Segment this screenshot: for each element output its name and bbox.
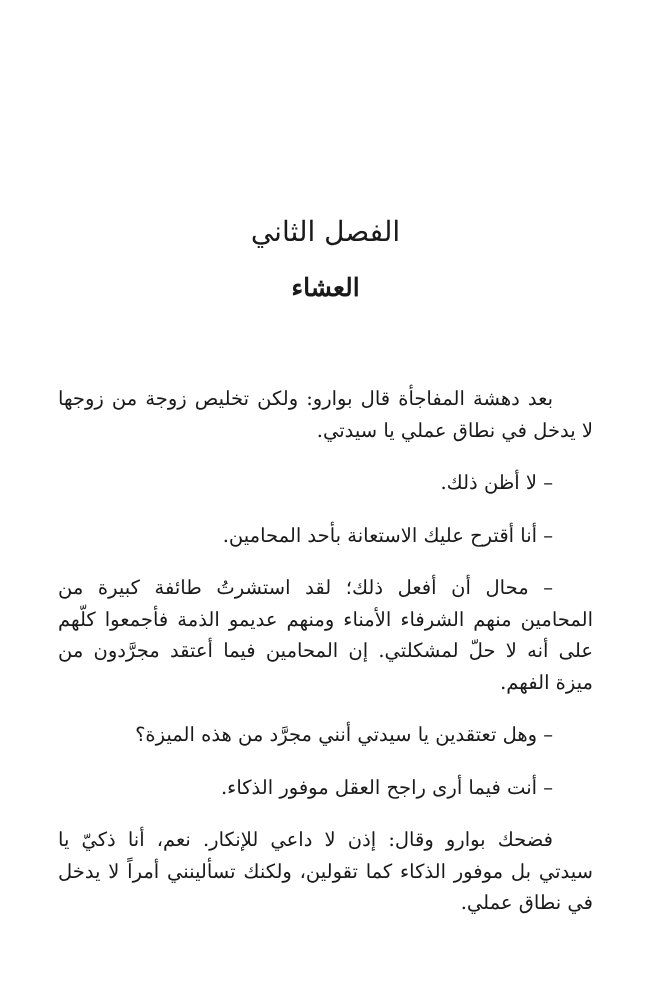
paragraph-dialogue: – محال أن أفعل ذلك؛ لقد استشرتُ طائفة كبيرة من المحامين منهم الشرفاء الأمناء ومنهم عديمو الذمة فأجمعوا كلّهم على أنه لا حلّ لمشكلتي. إن المحامين فيما أعتقد مجرَّدون من ميزة الفهم. xyxy=(58,576,593,694)
paragraph-dialogue: – أنا أقترح عليك الاستعانة بأحد المحامين. xyxy=(222,523,553,547)
paragraph-narration: بعد دهشة المفاجأة قال بوارو: ولكن تخليص زوجة من زوجها لا يدخل في نطاق عملي يا سيدتي. xyxy=(58,387,593,442)
paragraph-dialogue: – أنت فيما أرى راجح العقل موفور الذكاء. xyxy=(220,775,553,799)
chapter-subtitle: العشاء xyxy=(291,273,360,302)
paragraph-narration: فضحك بوارو وقال: إذن لا داعي للإنكار. نعم، أنا ذكيّ يا سيدتي بل موفور الذكاء كما تقولين، ولكنك تسألينني أمراً لا يدخل في نطاق عملي. xyxy=(58,828,593,914)
paragraph-dialogue: – وهل تعتقدين يا سيدتي أنني مجرَّد من هذه الميزة؟ xyxy=(135,723,553,746)
paragraph-dialogue: – لا أظن ذلك. xyxy=(440,471,553,494)
chapter-title: الفصل الثاني xyxy=(250,215,401,248)
chapter-body xyxy=(58,383,593,940)
